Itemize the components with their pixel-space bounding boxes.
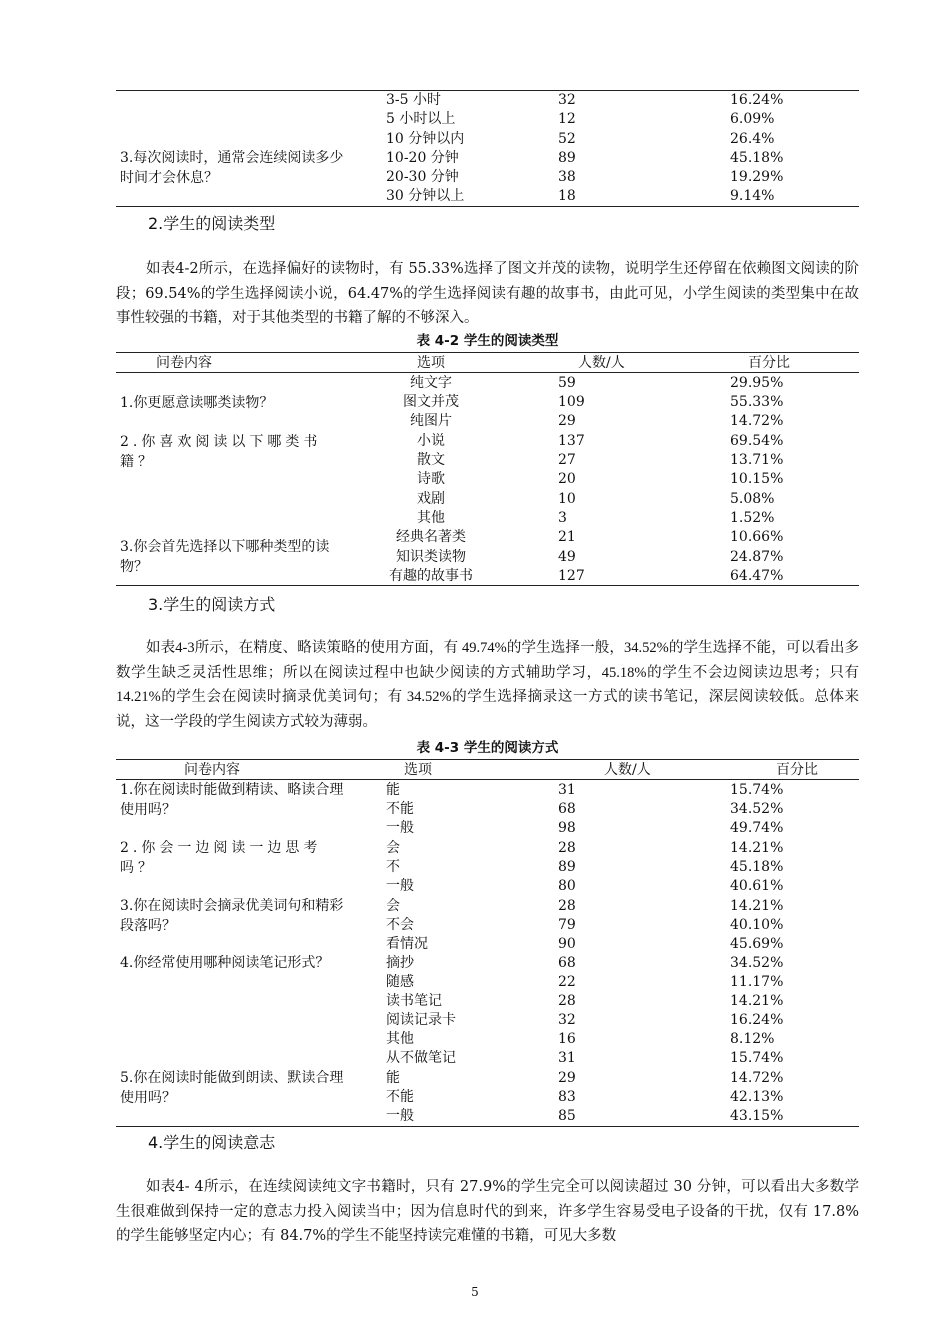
table-header-option: 选项: [404, 762, 432, 778]
table-header-option: 选项: [417, 355, 445, 371]
table-percent: 1.52%: [730, 510, 775, 526]
table-option: 其他: [417, 510, 445, 526]
table-option: 能: [386, 1070, 400, 1086]
table-option: 散文: [417, 452, 445, 468]
table-percent: 10.66%: [730, 529, 784, 545]
table-percent: 24.87%: [730, 549, 784, 565]
table-percent: 29.95%: [730, 375, 784, 391]
table-option: 3-5 小时: [386, 92, 441, 108]
table-count: 98: [558, 820, 576, 836]
table-header-question: 问卷内容: [184, 762, 240, 778]
table-count: 18: [558, 188, 576, 204]
table-option: 知识类读物: [396, 549, 466, 565]
table-percent: 42.13%: [730, 1089, 784, 1105]
table-option: 经典名著类: [396, 529, 466, 545]
page-number: 5: [471, 1285, 479, 1299]
table-percent: 11.17%: [730, 974, 784, 990]
table-count: 89: [558, 859, 576, 875]
table-count: 12: [558, 111, 576, 127]
table-count: 29: [558, 413, 576, 429]
table-percent: 15.74%: [730, 782, 784, 798]
table-option: 其他: [386, 1031, 414, 1047]
table-header-count: 人数/人: [578, 355, 625, 371]
table-count: 80: [558, 878, 576, 894]
section-heading: 4.学生的阅读意志: [148, 1133, 276, 1152]
table-option: 有趣的故事书: [389, 568, 473, 584]
table-percent: 14.72%: [730, 413, 784, 429]
table-option: 读书笔记: [386, 993, 442, 1009]
table-option: 能: [386, 782, 400, 798]
table-percent: 9.14%: [730, 188, 775, 204]
table-count: 16: [558, 1031, 576, 1047]
section-paragraph: 如表4-3所示，在精度、略读策略的使用方面，有 49.74%的学生选择一般，34.52%的学生选择不能，可以看出多数学生缺乏灵活性思维；所以在阅读过程中也缺少阅读的方式辅助学习，45.18%的学生不会边阅读边思考；只有 14.21%的学生会在阅读时摘录优美词句；有 34.52%的学生选择摘录这一方式的读书笔记，深层阅读较低。总体来说，这一学段的学生阅读方式较为薄弱。: [116, 640, 859, 730]
table-count: 83: [558, 1089, 576, 1105]
table-count: 49: [558, 549, 576, 565]
table-percent: 16.24%: [730, 92, 784, 108]
section-paragraph: 如表4- 4所示，在连续阅读纯文字书籍时，只有 27.9%的学生完全可以阅读超过 30 分钟，可以看出大多数学生很难做到保持一定的意志力投入阅读当中；因为信息时代的到来，许多学生容易受电子设备的干扰，仅有 17.8%的学生能够坚定内心；有 84.7%的学生不能坚持读完难懂的书籍，可见大多数: [116, 1179, 859, 1244]
table-count: 52: [558, 131, 576, 147]
table-count: 31: [558, 782, 576, 798]
table-percent: 14.21%: [730, 840, 784, 856]
table-reading-methods: [116, 759, 859, 1129]
table-percent: 14.72%: [730, 1070, 784, 1086]
table-percent: 49.74%: [730, 820, 784, 836]
table-option: 不: [386, 859, 400, 875]
table-percent: 45.69%: [730, 936, 784, 952]
table-percent: 19.29%: [730, 169, 784, 185]
table-option: 不能: [386, 801, 414, 817]
table-option: 会: [386, 898, 400, 914]
table-count: 27: [558, 452, 576, 468]
table-question: 1.你在阅读时能做到精读、略读合理使用吗？: [120, 782, 344, 818]
table-header-question: 问卷内容: [156, 355, 212, 371]
table-count: 79: [558, 917, 576, 933]
table-header-percent: 百分比: [748, 355, 790, 371]
table-question: 3.你在阅读时会摘录优美词句和精彩段落吗？: [120, 898, 344, 934]
table-count: 29: [558, 1070, 576, 1086]
table-count: 90: [558, 936, 576, 952]
table-question: 2.你会一边阅读一边思考吗？: [120, 840, 322, 876]
table-top-rule: [116, 759, 859, 760]
table-count: 85: [558, 1108, 576, 1124]
table-option: 诗歌: [417, 471, 445, 487]
table-count: 21: [558, 529, 576, 545]
table-option: 5 小时以上: [386, 111, 456, 127]
table-bottom-rule: [116, 585, 859, 586]
table-count: 32: [558, 92, 576, 108]
table-question: 3.你会首先选择以下哪种类型的读物？: [120, 539, 330, 575]
table-count: 10: [558, 491, 576, 507]
table-option: 图文并茂: [403, 394, 459, 410]
table-top-rule: [116, 352, 859, 353]
table-option: 一般: [386, 1108, 414, 1124]
table-option: 看情况: [386, 936, 428, 952]
table-reading-time: [116, 90, 859, 208]
table-percent: 34.52%: [730, 955, 784, 971]
table-question: 4.你经常使用哪种阅读笔记形式？: [120, 955, 330, 971]
table-option: 10-20 分钟: [386, 150, 459, 166]
table-percent: 14.21%: [730, 898, 784, 914]
table-option: 不会: [386, 917, 414, 933]
table-count: 68: [558, 955, 576, 971]
table-percent: 16.24%: [730, 1012, 784, 1028]
section-heading: 3.学生的阅读方式: [148, 595, 276, 614]
table-count: 20: [558, 471, 576, 487]
table-count: 28: [558, 993, 576, 1009]
table-percent: 10.15%: [730, 471, 784, 487]
table-option: 从不做笔记: [386, 1050, 456, 1066]
section-paragraph: 如表4-2所示，在选择偏好的读物时，有 55.33%选择了图文并茂的读物，说明学生还停留在依赖图文阅读的阶段；69.54%的学生选择阅读小说，64.47%的学生选择阅读有趣的故事书，由此可见，小学生阅读的类型集中在故事性较强的书籍，对于其他类型的书籍了解的不够深入。: [116, 261, 859, 326]
table-percent: 13.71%: [730, 452, 784, 468]
table-option: 20-30 分钟: [386, 169, 459, 185]
table-percent: 26.4%: [730, 131, 775, 147]
table-option: 摘抄: [386, 955, 414, 971]
table-percent: 55.33%: [730, 394, 784, 410]
table-percent: 15.74%: [730, 1050, 784, 1066]
table-percent: 69.54%: [730, 433, 784, 449]
table-count: 31: [558, 1050, 576, 1066]
table-question: 1.你更愿意读哪类读物？: [120, 395, 274, 411]
table-percent: 34.52%: [730, 801, 784, 817]
table-percent: 45.18%: [730, 859, 784, 875]
table-option: 纯图片: [410, 413, 452, 429]
table-count: 137: [558, 433, 585, 449]
table-percent: 5.08%: [730, 491, 775, 507]
table-option: 30 分钟以上: [386, 188, 465, 204]
table-option: 一般: [386, 820, 414, 836]
table-percent: 45.18%: [730, 150, 784, 166]
table-count: 3: [558, 510, 567, 526]
table-reading-types: [116, 352, 859, 587]
table-question: 3.每次阅读时，通常会连续阅读多少时间才会休息？: [120, 150, 344, 186]
table-count: 22: [558, 974, 576, 990]
table-question: 2.你喜欢阅读以下哪类书籍？: [120, 434, 322, 470]
table-option: 会: [386, 840, 400, 856]
table-header-rule: [116, 779, 859, 780]
table-bottom-rule: [116, 1126, 859, 1127]
table-bottom-rule: [116, 206, 859, 207]
table-option: 纯文字: [410, 375, 452, 391]
table-percent: 8.12%: [730, 1031, 775, 1047]
table-percent: 64.47%: [730, 568, 784, 584]
table-count: 38: [558, 169, 576, 185]
table-header-rule: [116, 372, 859, 373]
table-percent: 40.10%: [730, 917, 784, 933]
table-option: 戏剧: [417, 491, 445, 507]
table-count: 109: [558, 394, 585, 410]
table-caption: 表 4-3 学生的阅读方式: [416, 740, 559, 756]
table-caption: 表 4-2 学生的阅读类型: [416, 333, 559, 349]
table-percent: 6.09%: [730, 111, 775, 127]
table-count: 127: [558, 568, 585, 584]
table-option: 10 分钟以内: [386, 131, 465, 147]
table-option: 随感: [386, 974, 414, 990]
table-option: 不能: [386, 1089, 414, 1105]
table-percent: 43.15%: [730, 1108, 784, 1124]
table-count: 28: [558, 840, 576, 856]
table-option: 一般: [386, 878, 414, 894]
table-header-percent: 百分比: [776, 762, 818, 778]
table-question: 5.你在阅读时能做到朗读、默读合理使用吗？: [120, 1070, 344, 1106]
table-option: 小说: [417, 433, 445, 449]
table-header-count: 人数/人: [604, 762, 651, 778]
table-count: 28: [558, 898, 576, 914]
table-count: 59: [558, 375, 576, 391]
table-count: 68: [558, 801, 576, 817]
table-count: 32: [558, 1012, 576, 1028]
table-percent: 14.21%: [730, 993, 784, 1009]
table-option: 阅读记录卡: [386, 1012, 456, 1028]
table-count: 89: [558, 150, 576, 166]
table-percent: 40.61%: [730, 878, 784, 894]
section-heading: 2.学生的阅读类型: [148, 214, 276, 233]
